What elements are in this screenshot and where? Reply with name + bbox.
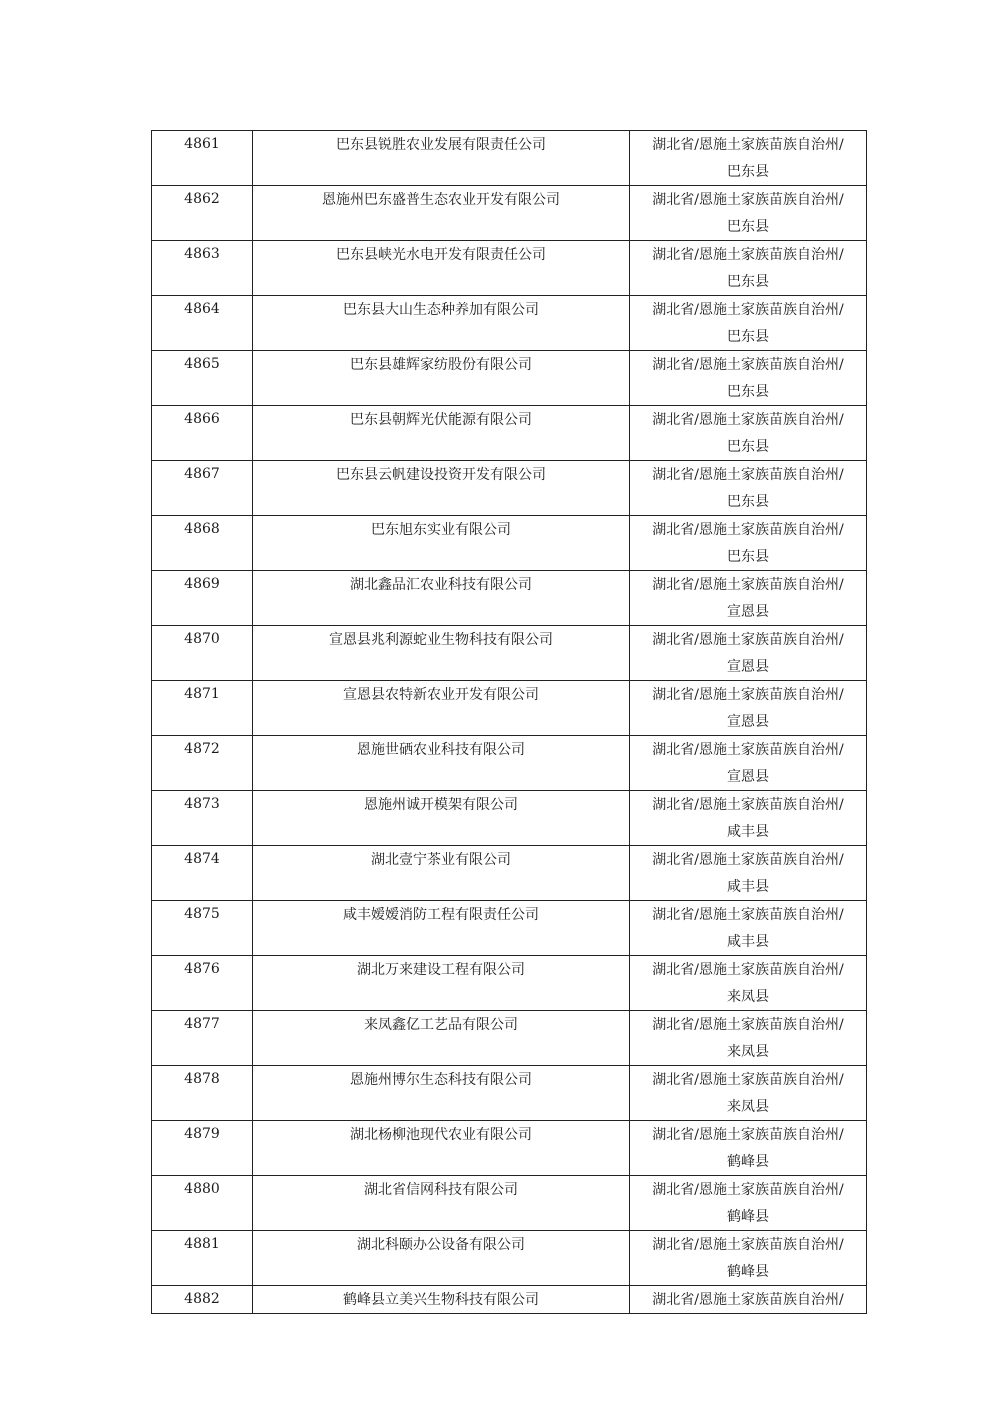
- row-number-cell: 4861: [152, 131, 253, 186]
- row-number-cell: 4870: [152, 626, 253, 681]
- region-cell: [630, 846, 867, 901]
- table-row: [152, 516, 867, 571]
- region-line-2: 鹤峰县: [727, 1154, 769, 1170]
- company-name: 恩施州巴东盛普生态农业开发有限公司: [322, 192, 560, 208]
- company-name-cell: [253, 681, 630, 736]
- region-line-1: 湖北省/恩施土家族苗族自治州/: [652, 632, 844, 648]
- company-name: 宣恩县兆利源蛇业生物科技有限公司: [329, 632, 553, 648]
- region-cell: [630, 516, 867, 571]
- table-row: [152, 846, 867, 901]
- region-line-2: 宣恩县: [727, 769, 769, 785]
- region-line-2: 宣恩县: [727, 604, 769, 620]
- company-name: 巴东县朝辉光伏能源有限公司: [350, 412, 532, 428]
- region-cell: [630, 1286, 867, 1314]
- company-name-cell: [253, 186, 630, 241]
- table-row: [152, 901, 867, 956]
- region-cell: [630, 1011, 867, 1066]
- table-row: [152, 1231, 867, 1286]
- region-cell: [630, 1176, 867, 1231]
- row-number-cell: 4881: [152, 1231, 253, 1286]
- company-name-cell: [253, 131, 630, 186]
- region-line-1: 湖北省/恩施土家族苗族自治州/: [652, 522, 844, 538]
- region-line-1: 湖北省/恩施土家族苗族自治州/: [652, 852, 844, 868]
- region-line-1: 湖北省/恩施土家族苗族自治州/: [652, 1017, 844, 1033]
- table-row: [152, 1066, 867, 1121]
- region-cell: [630, 736, 867, 791]
- region-line-2: 咸丰县: [727, 934, 769, 950]
- company-name: 巴东县锐胜农业发展有限责任公司: [336, 137, 546, 153]
- company-name: 湖北万来建设工程有限公司: [357, 962, 525, 978]
- row-number-cell: 4872: [152, 736, 253, 791]
- region-line-1: 湖北省/恩施土家族苗族自治州/: [652, 1072, 844, 1088]
- region-line-1: 湖北省/恩施土家族苗族自治州/: [652, 192, 844, 208]
- row-number-cell: 4873: [152, 791, 253, 846]
- company-name: 巴东县峡光水电开发有限责任公司: [336, 247, 546, 263]
- company-table-body: [152, 131, 867, 1314]
- company-name-cell: [253, 901, 630, 956]
- company-name: 巴东县大山生态种养加有限公司: [343, 302, 539, 318]
- region-line-1: 湖北省/恩施土家族苗族自治州/: [652, 412, 844, 428]
- table-row: [152, 681, 867, 736]
- company-name-cell: [253, 461, 630, 516]
- table-row: [152, 406, 867, 461]
- region-line-2: 巴东县: [727, 329, 769, 345]
- region-cell: [630, 626, 867, 681]
- table-row: [152, 351, 867, 406]
- table-row: [152, 736, 867, 791]
- region-line-1: 湖北省/恩施土家族苗族自治州/: [652, 577, 844, 593]
- company-name: 恩施世硒农业科技有限公司: [357, 742, 525, 758]
- company-name-cell: [253, 791, 630, 846]
- row-number-cell: 4880: [152, 1176, 253, 1231]
- company-name-cell: [253, 1066, 630, 1121]
- region-line-1: 湖北省/恩施土家族苗族自治州/: [652, 247, 844, 263]
- region-cell: [630, 571, 867, 626]
- company-name-cell: [253, 1121, 630, 1176]
- table-row: [152, 461, 867, 516]
- company-name: 咸丰嫒嫒消防工程有限责任公司: [343, 907, 539, 923]
- region-line-1: 湖北省/恩施土家族苗族自治州/: [652, 687, 844, 703]
- region-cell: [630, 681, 867, 736]
- company-name: 巴东旭东实业有限公司: [371, 522, 511, 538]
- company-name: 湖北壹宁茶业有限公司: [371, 852, 511, 868]
- region-cell: [630, 351, 867, 406]
- row-number-cell: 4879: [152, 1121, 253, 1176]
- region-cell: [630, 791, 867, 846]
- region-cell: [630, 241, 867, 296]
- company-name: 巴东县云帆建设投资开发有限公司: [336, 467, 546, 483]
- row-number-cell: 4865: [152, 351, 253, 406]
- table-row: [152, 1286, 867, 1314]
- company-name: 湖北杨柳池现代农业有限公司: [350, 1127, 532, 1143]
- company-name: 湖北科颐办公设备有限公司: [357, 1237, 525, 1253]
- region-line-1: 湖北省/恩施土家族苗族自治州/: [652, 1182, 844, 1198]
- region-line-2: 巴东县: [727, 439, 769, 455]
- row-number-cell: 4862: [152, 186, 253, 241]
- company-name: 鹤峰县立美兴生物科技有限公司: [343, 1292, 539, 1308]
- company-name-cell: [253, 1286, 630, 1314]
- region-line-2: 巴东县: [727, 549, 769, 565]
- company-name-cell: [253, 1231, 630, 1286]
- region-line-1: 湖北省/恩施土家族苗族自治州/: [652, 962, 844, 978]
- company-name-cell: [253, 351, 630, 406]
- row-number-cell: 4877: [152, 1011, 253, 1066]
- company-name: 恩施州博尔生态科技有限公司: [350, 1072, 532, 1088]
- company-name: 宣恩县农特新农业开发有限公司: [343, 687, 539, 703]
- region-line-1: 湖北省/恩施土家族苗族自治州/: [652, 742, 844, 758]
- region-cell: [630, 406, 867, 461]
- region-cell: [630, 186, 867, 241]
- region-line-1: 湖北省/恩施土家族苗族自治州/: [652, 907, 844, 923]
- row-number-cell: 4875: [152, 901, 253, 956]
- region-line-2: 鹤峰县: [727, 1264, 769, 1280]
- row-number-cell: 4876: [152, 956, 253, 1011]
- region-cell: [630, 1231, 867, 1286]
- row-number-cell: 4878: [152, 1066, 253, 1121]
- region-line-2: 巴东县: [727, 219, 769, 235]
- table-row: [152, 956, 867, 1011]
- company-name: 湖北省信网科技有限公司: [364, 1182, 518, 1198]
- region-cell: [630, 1066, 867, 1121]
- company-name-cell: [253, 1176, 630, 1231]
- region-line-2: 巴东县: [727, 494, 769, 510]
- region-cell: [630, 1121, 867, 1176]
- company-name-cell: [253, 736, 630, 791]
- region-line-2: 咸丰县: [727, 824, 769, 840]
- region-line-1: 湖北省/恩施土家族苗族自治州/: [652, 302, 844, 318]
- company-name: 恩施州诚开模架有限公司: [364, 797, 518, 813]
- row-number-cell: 4882: [152, 1286, 253, 1314]
- table-row: [152, 296, 867, 351]
- table-row: [152, 131, 867, 186]
- table-row: [152, 186, 867, 241]
- region-line-1: 湖北省/恩施土家族苗族自治州/: [652, 797, 844, 813]
- region-line-2: 巴东县: [727, 164, 769, 180]
- row-number-cell: 4874: [152, 846, 253, 901]
- company-name-cell: [253, 846, 630, 901]
- table-row: [152, 1121, 867, 1176]
- company-name-cell: [253, 241, 630, 296]
- company-name-cell: [253, 626, 630, 681]
- region-cell: [630, 296, 867, 351]
- region-line-2: 来凤县: [727, 1044, 769, 1060]
- region-cell: [630, 461, 867, 516]
- region-line-2: 鹤峰县: [727, 1209, 769, 1225]
- region-line-2: 宣恩县: [727, 714, 769, 730]
- region-line-1: 湖北省/恩施土家族苗族自治州/: [652, 1237, 844, 1253]
- row-number-cell: 4868: [152, 516, 253, 571]
- region-line-2: 巴东县: [727, 274, 769, 290]
- company-name-cell: [253, 516, 630, 571]
- region-line-2: 来凤县: [727, 1099, 769, 1115]
- row-number-cell: 4864: [152, 296, 253, 351]
- region-cell: [630, 131, 867, 186]
- region-cell: [630, 901, 867, 956]
- row-number-cell: 4867: [152, 461, 253, 516]
- company-name-cell: [253, 956, 630, 1011]
- region-cell: [630, 956, 867, 1011]
- region-line-1: 湖北省/恩施土家族苗族自治州/: [652, 1127, 844, 1143]
- region-line-1: 湖北省/恩施土家族苗族自治州/: [652, 137, 844, 153]
- company-name-cell: [253, 406, 630, 461]
- region-line-2: 宣恩县: [727, 659, 769, 675]
- company-name: 来凤鑫亿工艺品有限公司: [364, 1017, 518, 1033]
- table-row: [152, 791, 867, 846]
- table-row: [152, 571, 867, 626]
- region-line-1: 湖北省/恩施土家族苗族自治州/: [652, 467, 844, 483]
- region-line-1: 湖北省/恩施土家族苗族自治州/: [652, 357, 844, 373]
- row-number-cell: 4863: [152, 241, 253, 296]
- region-line-2: 来凤县: [727, 989, 769, 1005]
- row-number-cell: 4871: [152, 681, 253, 736]
- table-row: [152, 626, 867, 681]
- region-line-1: 湖北省/恩施土家族苗族自治州/: [652, 1292, 844, 1308]
- company-name-cell: [253, 571, 630, 626]
- row-number-cell: 4869: [152, 571, 253, 626]
- region-line-2: 巴东县: [727, 384, 769, 400]
- table-row: [152, 1011, 867, 1066]
- company-name-cell: [253, 296, 630, 351]
- company-name-cell: [253, 1011, 630, 1066]
- company-name: 湖北鑫品汇农业科技有限公司: [350, 577, 532, 593]
- company-table: [151, 130, 867, 1314]
- table-row: [152, 1176, 867, 1231]
- company-name: 巴东县雄辉家纺股份有限公司: [350, 357, 532, 373]
- row-number-cell: 4866: [152, 406, 253, 461]
- table-row: [152, 241, 867, 296]
- region-line-2: 咸丰县: [727, 879, 769, 895]
